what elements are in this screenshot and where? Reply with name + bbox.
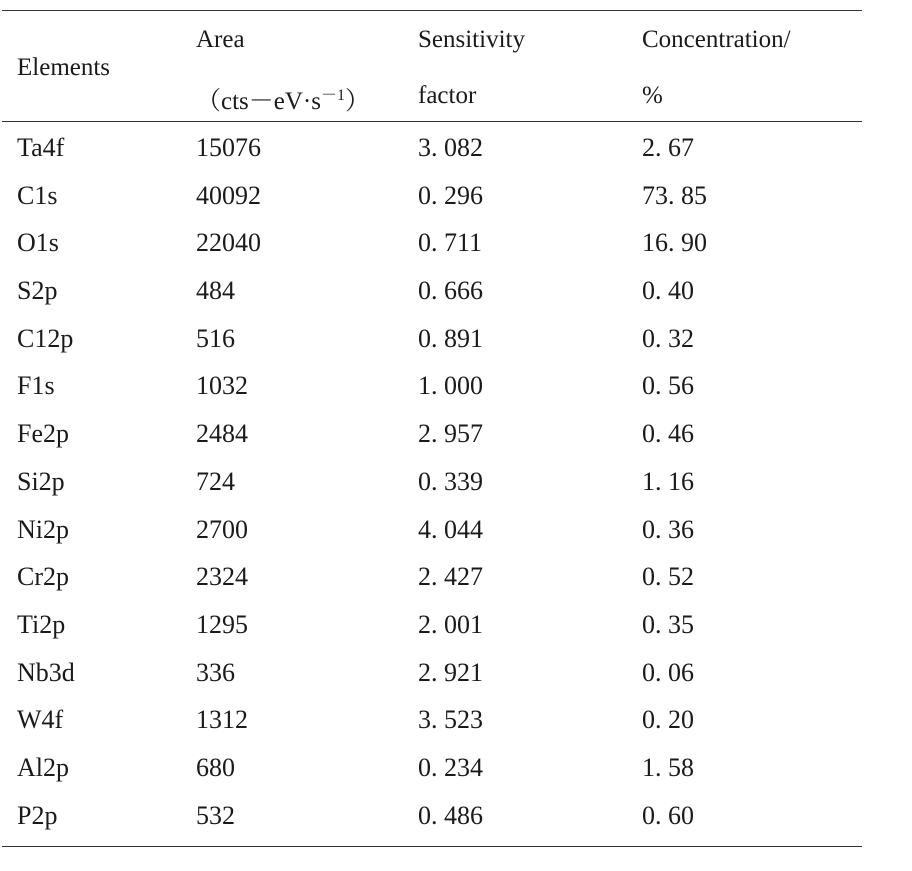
- area-cell: 532: [196, 800, 235, 830]
- table-row: [2, 316, 862, 364]
- area-cell: 2484: [196, 419, 248, 449]
- element-cell: Al2p: [17, 752, 69, 782]
- area-cell: 15076: [196, 133, 261, 162]
- element-cell: F1s: [17, 371, 55, 401]
- table-row: [2, 268, 862, 316]
- sensitivity-cell: 3. 523: [418, 705, 483, 735]
- header-sensitivity-line2: factor: [418, 82, 477, 109]
- concentration-cell: 0. 36: [642, 514, 694, 544]
- element-cell: W4f: [17, 705, 64, 735]
- header-area-close: ）: [345, 88, 371, 115]
- table-row: [2, 793, 862, 841]
- concentration-cell: 73. 85: [642, 180, 707, 210]
- sensitivity-cell: 0. 339: [418, 466, 483, 496]
- element-cell: Nb3d: [17, 657, 75, 687]
- concentration-cell: 0. 06: [642, 657, 694, 687]
- table-row: [2, 554, 862, 602]
- bottom-rule: [2, 846, 862, 847]
- sensitivity-cell: 0. 666: [418, 276, 483, 306]
- area-cell: 516: [196, 323, 235, 353]
- header-elements: Elements: [17, 54, 111, 81]
- concentration-cell: 0. 35: [642, 609, 694, 639]
- sensitivity-cell: 1. 000: [418, 371, 483, 401]
- concentration-cell: 2. 67: [642, 133, 694, 162]
- concentration-cell: 0. 32: [642, 323, 694, 353]
- concentration-cell: 0. 52: [642, 562, 694, 592]
- header-area-unit: （cts－eV·s: [196, 88, 321, 115]
- area-cell: 22040: [196, 228, 261, 258]
- table-body: [2, 122, 862, 846]
- area-cell: 484: [196, 276, 235, 306]
- header-concentration-line1: Concentration/: [642, 26, 791, 53]
- element-cell: C12p: [17, 323, 74, 353]
- concentration-cell: 0. 46: [642, 419, 694, 449]
- concentration-cell: 0. 20: [642, 705, 694, 735]
- header-area-exponent: －1: [320, 87, 345, 104]
- sensitivity-cell: 2. 001: [418, 609, 483, 639]
- sensitivity-cell: 2. 957: [418, 419, 483, 449]
- area-cell: 724: [196, 466, 235, 496]
- concentration-cell: 0. 40: [642, 276, 694, 306]
- sensitivity-cell: 0. 296: [418, 180, 483, 210]
- table-row: [2, 173, 862, 221]
- area-cell: 1312: [196, 705, 248, 735]
- element-cell: Ni2p: [17, 514, 69, 544]
- sensitivity-cell: 4. 044: [418, 514, 483, 544]
- table-row: [2, 220, 862, 268]
- table-row: [2, 125, 862, 173]
- area-cell: 1295: [196, 609, 248, 639]
- data-table: [2, 10, 862, 847]
- concentration-cell: 16. 90: [642, 228, 707, 258]
- sensitivity-cell: 0. 891: [418, 323, 483, 353]
- area-cell: 336: [196, 657, 235, 687]
- concentration-cell: 0. 56: [642, 371, 694, 401]
- area-cell: 680: [196, 752, 235, 782]
- sensitivity-cell: 0. 711: [418, 228, 483, 258]
- element-cell: P2p: [17, 800, 58, 830]
- table-row: [2, 411, 862, 459]
- table-row: [2, 602, 862, 650]
- header-sensitivity-line1: Sensitivity: [418, 26, 525, 53]
- sensitivity-cell: 0. 234: [418, 752, 483, 782]
- table-row: [2, 745, 862, 793]
- element-cell: Fe2p: [17, 419, 69, 449]
- header-area-line2: [196, 81, 370, 117]
- table-row: [2, 650, 862, 698]
- area-cell: 2700: [196, 514, 248, 544]
- table-header: [2, 11, 862, 121]
- header-area-line1: Area: [196, 26, 245, 53]
- element-cell: Cr2p: [17, 562, 69, 592]
- area-cell: 1032: [196, 371, 248, 401]
- table-row: [2, 507, 862, 555]
- element-cell: C1s: [17, 180, 58, 210]
- sensitivity-cell: 0. 486: [418, 800, 483, 830]
- element-cell: Si2p: [17, 466, 65, 496]
- sensitivity-cell: 2. 427: [418, 562, 483, 592]
- table-row: [2, 697, 862, 745]
- table-row: [2, 363, 862, 411]
- area-cell: 40092: [196, 180, 261, 210]
- concentration-cell: 1. 16: [642, 466, 694, 496]
- element-cell: Ta4f: [17, 133, 65, 162]
- element-cell: Ti2p: [17, 609, 66, 639]
- element-cell: O1s: [17, 228, 59, 258]
- element-cell: S2p: [17, 276, 58, 306]
- sensitivity-cell: 3. 082: [418, 133, 483, 162]
- header-concentration-line2: %: [642, 82, 663, 109]
- area-cell: 2324: [196, 562, 248, 592]
- concentration-cell: 1. 58: [642, 752, 694, 782]
- concentration-cell: 0. 60: [642, 800, 694, 830]
- sensitivity-cell: 2. 921: [418, 657, 483, 687]
- table-row: [2, 459, 862, 507]
